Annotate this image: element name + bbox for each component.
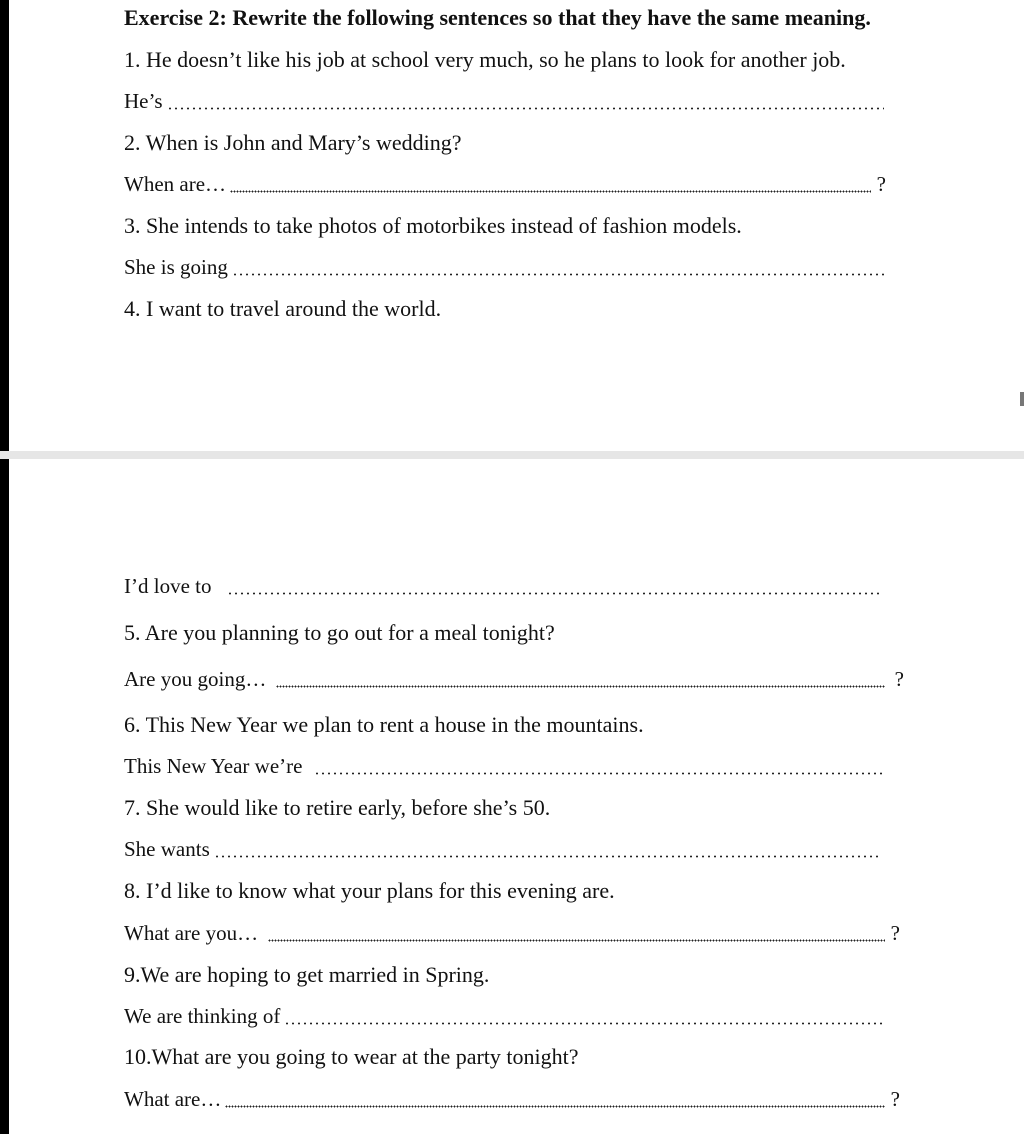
exercise-sentence: 3. She intends to take photos of motorbikes instead of fashion models. (124, 213, 742, 238)
answer-line[interactable] (124, 1003, 888, 1029)
exercise-sentence: 8. I’d like to know what your plans for this evening are. (124, 878, 615, 903)
answer-blank[interactable] (268, 924, 885, 942)
page-left-edge (0, 459, 9, 1134)
answer-blank[interactable] (214, 840, 882, 858)
answer-blank[interactable] (314, 757, 882, 775)
answer-blank[interactable] (230, 175, 871, 193)
exercise-sentence: 10.What are you going to wear at the party tonight? (124, 1044, 579, 1069)
answer-ending: ? (894, 667, 904, 691)
answer-prompt: I’d love to (124, 574, 212, 598)
answer-ending: ? (890, 1087, 900, 1111)
answer-prompt: We are thinking of (124, 1004, 281, 1028)
page-break-band (0, 451, 1024, 459)
answer-blank[interactable] (227, 577, 880, 595)
answer-blank[interactable] (232, 258, 884, 276)
answer-prompt: What are… (124, 1087, 222, 1111)
answer-line[interactable] (124, 88, 890, 114)
page-left-edge (0, 0, 9, 451)
answer-ending: ? (876, 172, 886, 196)
answer-ending: ? (890, 921, 900, 945)
answer-line[interactable] (124, 171, 886, 197)
answer-prompt: He’s (124, 89, 163, 113)
answer-line[interactable] (124, 1086, 900, 1112)
answer-blank[interactable] (225, 1090, 884, 1108)
answer-prompt: She is going (124, 255, 228, 279)
answer-blank[interactable] (276, 670, 884, 688)
exercise-sentence: 1. He doesn’t like his job at school very much, so he plans to look for another job. (124, 47, 846, 72)
answer-line[interactable] (124, 753, 888, 779)
answer-prompt: Are you going… (124, 667, 267, 691)
exercise-title: Exercise 2: Rewrite the following sentences so that they have the same meaning. (124, 5, 871, 30)
answer-prompt: This New Year we’re (124, 754, 303, 778)
exercise-sentence: 2. When is John and Mary’s wedding? (124, 130, 462, 155)
answer-line[interactable] (124, 920, 900, 946)
exercise-sentence: 7. She would like to retire early, before she’s 50. (124, 795, 551, 820)
exercise-sentence: 6. This New Year we plan to rent a house in the mountains. (124, 712, 644, 737)
answer-line[interactable] (124, 836, 888, 862)
answer-line[interactable] (124, 666, 904, 692)
answer-prompt: What are you… (124, 921, 259, 945)
exercise-sentence: 9.We are hoping to get married in Spring. (124, 962, 490, 987)
exercise-sentence: 5. Are you planning to go out for a meal tonight? (124, 620, 555, 645)
answer-prompt: When are… (124, 172, 227, 196)
exercise-sentence: 4. I want to travel around the world. (124, 296, 442, 321)
answer-line[interactable] (124, 254, 890, 280)
answer-blank[interactable] (167, 92, 885, 110)
answer-prompt: She wants (124, 837, 210, 861)
answer-blank[interactable] (284, 1007, 882, 1025)
page-right-edge-mark (1020, 392, 1024, 406)
answer-line[interactable] (124, 573, 886, 599)
